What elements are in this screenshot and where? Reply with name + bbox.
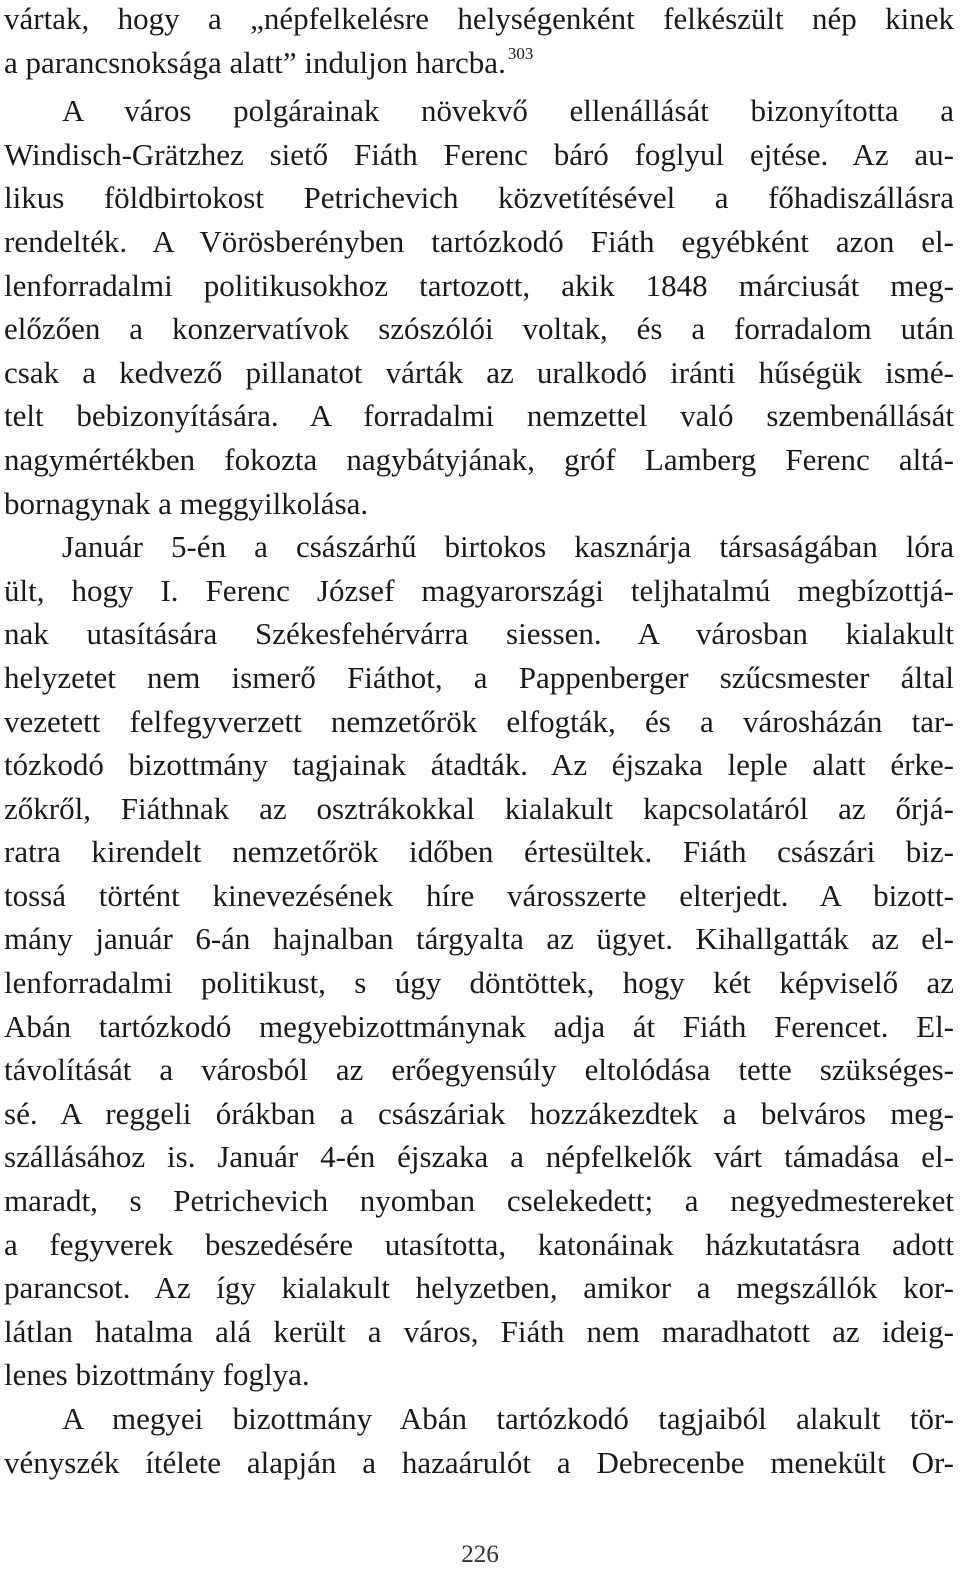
line-text: ült, hogy I. Ferenc József magyarországi teljhatalmú megbízottjá- — [4, 572, 954, 608]
text-line — [4, 961, 954, 1005]
text-line — [4, 787, 954, 831]
line-text: helyzetet nem ismerő Fiáthot, a Pappenberger szűcsmester által — [4, 659, 954, 695]
line-text: tózkodó bizottmány tagjainak átadták. Az éjszaka leple alatt érke- — [4, 747, 954, 783]
line-text: előzően a konzervatívok szószólói voltak, és a forradalom után — [4, 311, 954, 347]
line-text: A város polgárainak növekvő ellenállását bizonyította a — [62, 93, 954, 129]
text-line — [4, 89, 954, 133]
text-line — [4, 1135, 954, 1179]
line-text: nak utasítására Székesfehérvárra siessen. A városban kialakult — [4, 616, 954, 652]
line-text: vártak, hogy a „népfelkelésre helységenként felkészült nép kinek — [4, 1, 954, 36]
line-text: telt bebizonyítására. A forradalmi nemzettel való szembenállását — [4, 398, 954, 434]
text-line — [4, 176, 954, 220]
text-line — [4, 700, 954, 744]
text-line — [4, 1005, 954, 1049]
text-line — [4, 394, 954, 438]
line-text: lenforradalmi politikust, s úgy döntöttek, hogy két képviselő az — [4, 965, 954, 1001]
text-line — [4, 1397, 954, 1441]
line-text: csak a kedvező pillanatot várták az uralkodó iránti hűségük ismé- — [4, 354, 954, 390]
line-text: rendelték. A Vörösberényben tartózkodó Fiáth egyébként azon el- — [4, 223, 954, 259]
text-line — [4, 0, 954, 41]
line-text: A megyei bizottmány Abán tartózkodó tagjaiból alakult tör- — [62, 1401, 954, 1436]
text-line — [4, 482, 954, 526]
line-text: ratra kirendelt nemzetőrök időben értesültek. Fiáth császári biz- — [4, 834, 954, 870]
text-line — [4, 1179, 954, 1223]
line-text: látlan hatalma alá került a város, Fiáth nem maradhatott az ideig- — [4, 1313, 954, 1349]
text-line — [4, 41, 954, 90]
text-line — [4, 1266, 954, 1310]
line-text: likus földbirtokost Petrichevich közvetítésével a főhadiszállásra — [4, 180, 954, 216]
line-text: nagymértékben fokozta nagybátyjának, gróf Lamberg Ferenc altá- — [4, 441, 954, 477]
text-line — [4, 1441, 954, 1485]
line-text: Windisch-Grätzhez siető Fiáth Ferenc báró foglyul ejtése. Az au- — [4, 136, 954, 172]
footnote-reference: 303 — [507, 43, 534, 63]
text-line — [4, 525, 954, 569]
line-text: szállásához is. Január 4-én éjszaka a népfelkelők várt támadása el- — [4, 1139, 954, 1175]
line-text: sé. A reggeli órákban a császáriak hozzákezdtek a belváros meg- — [4, 1095, 954, 1131]
body-text — [4, 0, 954, 1484]
text-line — [4, 1048, 954, 1092]
line-text: a parancsnoksága alatt” induljon harcba. — [4, 44, 506, 80]
text-line — [4, 830, 954, 874]
text-line — [4, 874, 954, 918]
text-line — [4, 569, 954, 613]
line-text: lenforradalmi politikusokhoz tartozott, akik 1848 márciusát meg- — [4, 267, 954, 303]
text-line — [4, 917, 954, 961]
line-text: mány január 6-án hajnalban tárgyalta az ügyet. Kihallgatták az el- — [4, 921, 954, 957]
text-line — [4, 438, 954, 482]
text-line — [4, 743, 954, 787]
page-number: 226 — [461, 1541, 499, 1568]
line-text: vényszék ítélete alapján a hazaárulót a Debrecenbe menekült Or- — [4, 1444, 954, 1480]
text-line — [4, 656, 954, 700]
line-text: Január 5-én a császárhű birtokos kasznárja társaságában lóra — [62, 529, 954, 565]
text-line — [4, 307, 954, 351]
text-line — [4, 1223, 954, 1267]
line-text: lenes bizottmány foglya. — [4, 1357, 310, 1393]
text-line — [4, 351, 954, 395]
line-text: zőkről, Fiáthnak az osztrákokkal kialakult kapcsolatáról az őrjá- — [4, 790, 954, 826]
text-line — [4, 1353, 954, 1397]
text-line — [4, 1092, 954, 1136]
line-text: maradt, s Petrichevich nyomban cselekedett; a negyedmestereket — [4, 1183, 954, 1219]
line-text: parancsot. Az így kialakult helyzetben, amikor a megszállók kor- — [4, 1270, 954, 1306]
text-line — [4, 264, 954, 308]
text-line — [4, 133, 954, 177]
line-text: bornagynak a meggyilkolása. — [4, 485, 369, 521]
line-text: a fegyverek beszedésére utasította, katonáinak házkutatásra adott — [4, 1226, 954, 1262]
line-text: távolítását a városból az erőegyensúly eltolódása tette szükséges- — [4, 1052, 954, 1088]
text-line — [4, 220, 954, 264]
text-line — [4, 612, 954, 656]
text-line — [4, 1310, 954, 1354]
line-text: vezetett felfegyverzett nemzetőrök elfogták, és a városházán tar- — [4, 703, 954, 739]
line-text: Abán tartózkodó megyebizottmánynak adja át Fiáth Ferencet. El- — [4, 1008, 954, 1044]
line-text: tossá történt kinevezésének híre városszerte elterjedt. A bizott- — [4, 877, 954, 913]
